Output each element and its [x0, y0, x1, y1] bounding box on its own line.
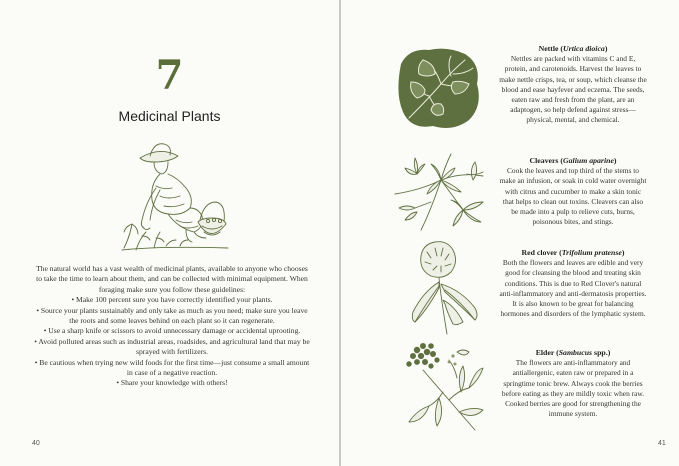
- left-page: [0, 0, 339, 466]
- page-number-right: 41: [658, 440, 666, 447]
- entry-heading: Red clover (Trifolium pratense): [521, 248, 625, 257]
- guidelines-list: [34, 295, 310, 389]
- intro-text: [34, 264, 310, 389]
- entry-elder: [499, 348, 647, 419]
- entry-red-clover: [499, 248, 647, 319]
- entry-body: The flowers are anti-inflammatory and antiallergenic, eaten raw or prepared in a springtime tonic brew. Always cook the berries before eating as they are mildly toxic when raw. Cooked berries are good for strengthening the immune system.: [501, 358, 645, 419]
- entry-body: Both the flowers and leaves are edible and very good for cleansing the blood and treating skin conditions. This is due to Red Clover's natural anti-inflammatory and anti-dermatosis properties. It is also known to be great for balancing hormones and disorders of the lymphatic system.: [499, 258, 647, 319]
- guideline-item: • Avoid polluted areas such as industrial areas, roadsides, and agricultural land that may be sprayed with fertilizers.: [34, 336, 310, 357]
- entry-body: Cook the leaves and top third of the stems to make an infusion, or soak in cold water overnight with citrus and cucumber to make a skin tonic that helps to clean out toxins. Cleavers can also be made into a pulp to relieve cuts, burns, poisonous bites, and stings.: [499, 166, 647, 227]
- guideline-item: • Be cautious when trying new wild foods for the first time—just consume a small amount in case of a negative reaction.: [34, 357, 310, 378]
- entry-heading: Elder (Sambucus spp.): [535, 348, 611, 357]
- entry-heading: Nettle (Urtica dioica): [538, 44, 608, 53]
- forager-illustration: [120, 128, 230, 254]
- right-page: [341, 0, 679, 466]
- guideline-item: • Use a sharp knife or scissors to avoid unnecessary damage or accidental uprooting.: [43, 326, 301, 336]
- entry-heading: Cleavers (Galium aparine): [529, 156, 617, 165]
- nettle-illustration: [395, 44, 483, 132]
- entry-nettle: [499, 44, 647, 126]
- entry-body: Nettles are packed with vitamins C and E, protein, and carotenoids. Harvest the leaves to make nettle crisps, tea, or soup, which cleanse the blood and ease hayfever and eczema. The seeds, eaten raw and fresh from the plant, are an adaptogen, so help defend against stress—physical, mental, and chemical.: [499, 54, 647, 125]
- cleavers-illustration: [391, 150, 487, 232]
- chapter-number: 7: [155, 52, 184, 99]
- guideline-item: • Share your knowledge with others!: [116, 378, 228, 388]
- red-clover-illustration: [405, 238, 485, 338]
- intro-paragraph: The natural world has a vast wealth of medicinal plants, available to anyone who chooses to take the time to learn about them, and can be collected with minimal equipment. When foraging make sure you follow these guidelines:: [36, 264, 308, 294]
- elder-illustration: [403, 340, 487, 432]
- page-number-left: 40: [32, 440, 40, 447]
- guideline-item: • Source your plants sustainably and only take as much as you need; make sure you leave the roots and some leaves behind on each plant so it can regenerate.: [36, 305, 308, 326]
- entry-cleavers: [499, 156, 647, 227]
- chapter-title: Medicinal Plants: [118, 108, 221, 124]
- guideline-item: • Make 100 percent sure you have correctly identified your plants.: [71, 295, 273, 305]
